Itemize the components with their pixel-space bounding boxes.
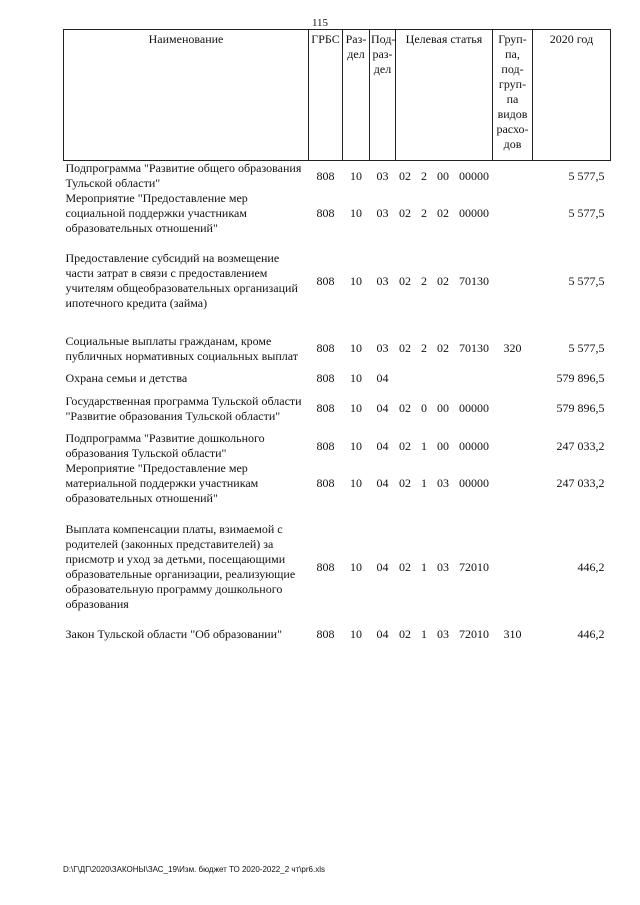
row-razdel: 10 (350, 476, 362, 490)
row-group (493, 251, 533, 311)
row-name: Подпрограмма "Развитие общего образования Тульской области" (65, 161, 302, 190)
row-target: 02 2 02 70130 (399, 273, 489, 288)
table-row (64, 251, 611, 311)
row-name: Мероприятие "Предоставление мер материальной поддержки участникам образовательных отношений" (65, 461, 259, 505)
row-target: 02 1 03 72010 (399, 627, 489, 641)
row-group (493, 431, 533, 461)
row-group (493, 161, 533, 192)
row-razdel: 10 (350, 273, 362, 288)
row-podrazdel: 03 (376, 206, 389, 220)
table-row (64, 326, 611, 371)
row-target: 02 2 02 00000 (399, 206, 489, 220)
page-number: 115 (311, 17, 329, 29)
row-grbs: 808 (316, 476, 335, 490)
row-group: 310 (503, 627, 522, 641)
row-grbs: 808 (316, 438, 335, 453)
row-name: Подпрограмма "Развитие дошкольного образования Тульской области" (65, 431, 265, 460)
row-group (493, 521, 533, 613)
row-razdel: 10 (350, 371, 362, 385)
row-podrazdel: 04 (376, 559, 389, 574)
table-row (64, 521, 611, 613)
table-body (64, 161, 611, 657)
header-year: 2020 год (533, 30, 611, 161)
row-group (493, 386, 533, 431)
row-name: Мероприятие "Предоставление мер социальной поддержки участникам образовательных отношений" (65, 191, 248, 235)
row-grbs: 808 (316, 559, 335, 574)
table-row (64, 386, 611, 431)
row-grbs: 808 (316, 273, 335, 288)
row-razdel: 10 (350, 627, 362, 641)
row-group: 320 (503, 341, 522, 355)
row-razdel: 10 (350, 168, 362, 183)
footer-file-path: D:\Г\ДГ\2020\ЗАКОНЫ\ЗАС_19\Изм. бюджет ТО 2020-2022_2 чт\pr6.xls (63, 865, 325, 874)
table-row (64, 371, 611, 386)
row-target: 02 2 00 00000 (399, 168, 489, 183)
row-podrazdel: 03 (376, 341, 389, 355)
row-spacer (64, 506, 611, 521)
row-razdel: 10 (350, 401, 362, 415)
row-amount: 579 896,5 (556, 401, 605, 415)
row-target: 02 1 03 72010 (399, 559, 489, 574)
row-amount: 5 577,5 (568, 273, 605, 288)
table-row (64, 613, 611, 656)
row-target: 02 1 03 00000 (399, 476, 489, 490)
header-razdel: Раз- дел (343, 30, 370, 161)
table-row (64, 191, 611, 236)
row-amount: 247 033,2 (556, 476, 605, 490)
header-target: Целевая статья (396, 30, 493, 161)
row-amount: 5 577,5 (568, 168, 605, 183)
row-razdel: 10 (350, 559, 362, 574)
row-podrazdel: 04 (376, 476, 389, 490)
table-row (64, 431, 611, 461)
header-group: Груп- па, под- груп- па видов расхо- дов (493, 30, 533, 161)
row-grbs: 808 (316, 371, 335, 385)
row-amount: 446,2 (577, 559, 605, 574)
row-podrazdel: 03 (376, 273, 389, 288)
row-amount: 579 896,5 (556, 371, 605, 385)
row-razdel: 10 (350, 438, 362, 453)
budget-table (63, 29, 611, 656)
row-spacer (64, 311, 611, 326)
row-target: 02 1 00 00000 (399, 438, 489, 453)
row-name: Государственная программа Тульской области "Развитие образования Тульской области" (65, 393, 302, 423)
row-amount: 446,2 (577, 627, 605, 641)
row-group (493, 371, 533, 386)
row-target (396, 371, 493, 386)
row-podrazdel: 04 (376, 438, 389, 453)
row-grbs: 808 (316, 206, 335, 220)
row-name: Предоставление субсидий на возмещение части затрат в связи с предоставлением учителям общеобразовательных организаций ипотечного кредита (займа) (65, 251, 298, 310)
header-grbs: ГРБС (309, 30, 343, 161)
table-header (64, 30, 611, 161)
row-podrazdel: 04 (376, 401, 389, 415)
row-razdel: 10 (350, 206, 362, 220)
row-grbs: 808 (316, 341, 335, 355)
row-amount: 5 577,5 (568, 341, 605, 355)
row-podrazdel: 04 (376, 371, 389, 385)
header-name: Наименование (64, 30, 309, 161)
row-grbs: 808 (316, 627, 335, 641)
row-amount: 247 033,2 (556, 438, 605, 453)
row-target: 02 0 00 00000 (399, 401, 489, 415)
row-name: Выплата компенсации платы, взимаемой с родителей (законных представителей) за присмотр и уход за детьми, посещающими образовательные организации, реализующие образовательную программу дошкольного образования (65, 522, 296, 611)
row-name: Закон Тульской области "Об образовании" (65, 627, 282, 641)
row-grbs: 808 (316, 168, 335, 183)
row-amount: 5 577,5 (568, 206, 605, 220)
header-podrazdel: Под- раз- дел (370, 30, 396, 161)
row-podrazdel: 03 (376, 168, 389, 183)
row-name: Социальные выплаты гражданам, кроме публичных нормативных социальных выплат (65, 333, 299, 363)
row-name: Охрана семьи и детства (65, 371, 188, 385)
row-group (493, 461, 533, 506)
row-podrazdel: 04 (376, 627, 389, 641)
row-target: 02 2 02 70130 (399, 341, 489, 355)
row-spacer (64, 236, 611, 251)
table-row (64, 461, 611, 506)
row-grbs: 808 (316, 401, 335, 415)
table-row (64, 161, 611, 192)
row-razdel: 10 (350, 341, 362, 355)
row-group (493, 191, 533, 236)
